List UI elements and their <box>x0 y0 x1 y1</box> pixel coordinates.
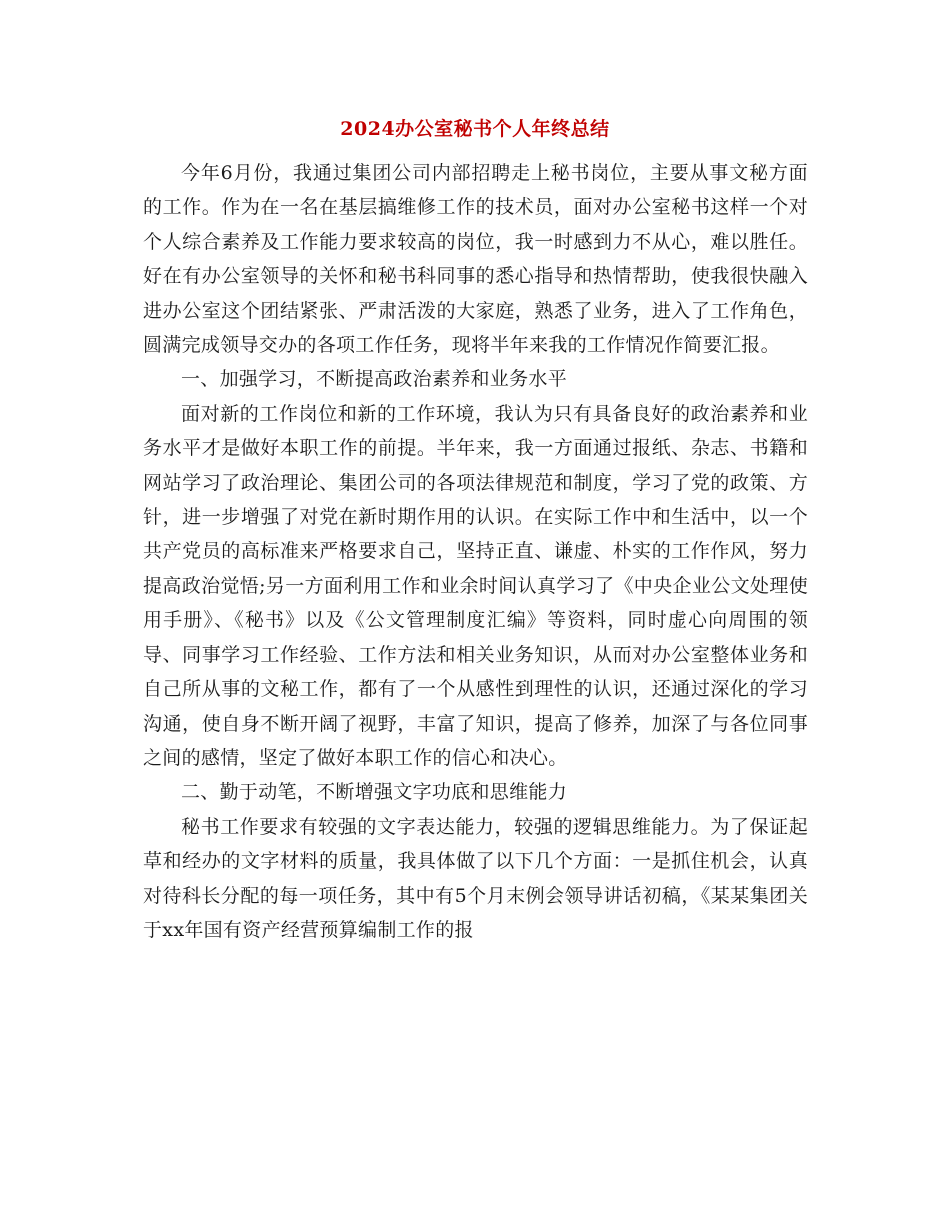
paragraph-section-1: 面对新的工作岗位和新的工作环境，我认为只有具备良好的政治素养和业务水平才是做好本职工作的前提。半年来，我一方面通过报纸、杂志、书籍和网站学习了政治理论、集团公司的各项法律规范和制度，学习了党的政策、方针，进一步增强了对党在新时期作用的认识。在实际工作中和生活中，以一个共产党员的高标准来严格要求自己，坚持正直、谦虚、朴实的工作作风，努力提高政治觉悟;另一方面利用工作和业余时间认真学习了《中央企业公文处理使用手册》、《秘书》以及《公文管理制度汇编》等资料，同时虚心向周围的领导、同事学习工作经验、工作方法和相关业务知识，从而对办公室整体业务和自己所从事的文秘工作，都有了一个从感性到理性的认识，还通过深化的学习沟通，使自身不断开阔了视野，丰富了知识，提高了修养，加深了与各位同事之间的感情，坚定了做好本职工作的信心和决心。 <box>143 402 808 769</box>
document-title: 2024办公室秘书个人年终总结 <box>340 118 610 140</box>
paragraph-section-2: 秘书工作要求有较强的文字表达能力，较强的逻辑思维能力。为了保证起草和经办的文字材料的质量，我具体做了以下几个方面：一是抓住机会，认真对待科长分配的每一项任务，其中有5个月末例会领导讲话初稿，《某某集团关于xx年国有资产经营预算编制工作的报 <box>143 815 808 941</box>
document-body <box>143 156 808 947</box>
section-heading-2: 二、勤于动笔，不断增强文字功底和思维能力 <box>181 781 568 804</box>
section-heading-1: 一、加强学习，不断提高政治素养和业务水平 <box>181 368 568 391</box>
paragraph-intro: 今年6月份，我通过集团公司内部招聘走上秘书岗位，主要从事文秘方面的工作。作为在一名在基层搞维修工作的技术员，面对办公室秘书这样一个对个人综合素养及工作能力要求较高的岗位，我一时感到力不从心，难以胜任。好在有办公室领导的关怀和秘书科同事的悉心指导和热情帮助，使我很快融入进办公室这个团结紧张、严肃活泼的大家庭，熟悉了业务，进入了工作角色，圆满完成领导交办的各项工作任务，现将半年来我的工作情况作简要汇报。 <box>143 162 808 357</box>
